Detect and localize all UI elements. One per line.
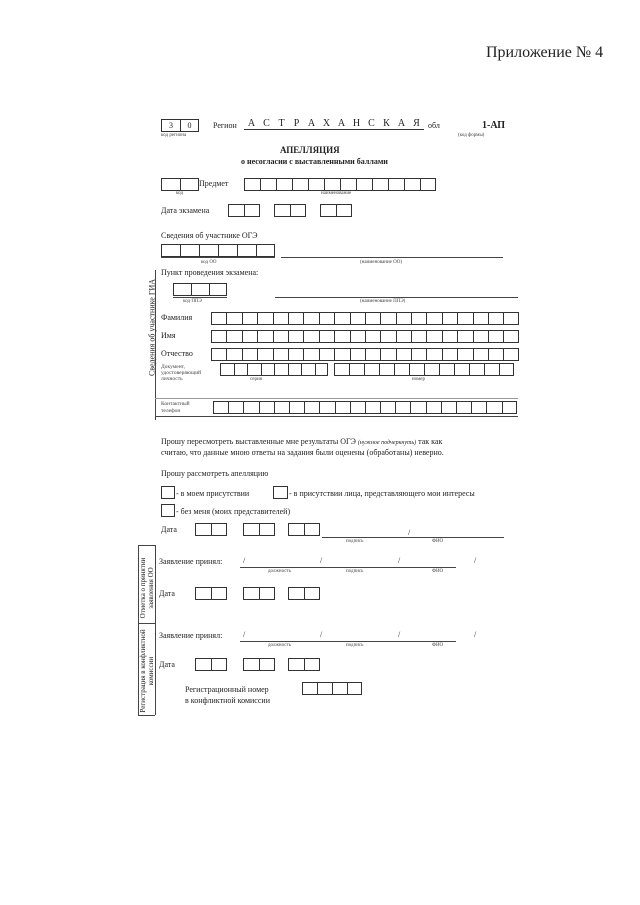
region-code-digit-1[interactable]: 3	[161, 119, 180, 132]
applicant-signature-caption: подпись	[346, 539, 364, 544]
region-code-digit-2[interactable]: 0	[180, 119, 199, 132]
document-number-caption: номер	[412, 377, 425, 382]
name-label: Имя	[161, 331, 176, 340]
applicant-fio-caption: ФИО	[432, 539, 444, 544]
option-without-label: - без меня (моих представителей)	[176, 507, 291, 516]
ppe-name-caption: (наименование ППЭ)	[360, 299, 406, 304]
form-code: 1-АП	[482, 120, 506, 131]
phone-label	[161, 401, 190, 415]
request-text-end: так как	[418, 437, 443, 446]
phone-label-line: телефон	[161, 408, 181, 414]
region-label: Регион	[213, 121, 237, 130]
form-title: АПЕЛЛЯЦИЯ	[280, 145, 340, 155]
commission-section-side-label: Регистрация в конфликтной комиссии	[139, 629, 155, 713]
region-code-cells[interactable]	[161, 119, 199, 132]
reg-number-label	[185, 684, 270, 706]
oo-name-line[interactable]	[281, 257, 503, 258]
surname-cells[interactable]	[211, 312, 519, 325]
request-text: Прошу пересмотреть выставленные мне результаты ОГЭ	[161, 437, 356, 446]
commission-fio-caption: ФИО	[432, 643, 444, 648]
applicant-date-label: Дата	[161, 525, 177, 534]
applicant-date-year[interactable]	[288, 523, 320, 536]
region-name	[244, 118, 424, 130]
reg-number-cells[interactable]	[302, 682, 362, 695]
region-letter: С	[263, 118, 270, 129]
patronymic-label: Отчество	[161, 349, 193, 358]
request-line-2: считаю, что данные мною ответы на задания были оценены (обработаны) неверно.	[161, 448, 444, 457]
oo-signature-caption: подпись	[346, 569, 364, 574]
document-label-line: удостоверяющий	[161, 370, 202, 376]
commission-date-year[interactable]	[288, 658, 320, 671]
oo-code-cells[interactable]	[161, 244, 275, 257]
subject-code-caption: код	[176, 191, 184, 196]
subject-code-cells[interactable]	[161, 178, 199, 191]
region-letter: А	[307, 118, 316, 129]
region-letter: Т	[278, 118, 285, 129]
subject-name-cells[interactable]	[244, 178, 436, 191]
form-subtitle: о несогласии с выставленными баллами	[241, 157, 388, 166]
option-representative-label: - в присутствии лица, представляющего мои интересы	[289, 489, 475, 498]
surname-label: Фамилия	[161, 313, 193, 322]
option-without-checkbox[interactable]	[161, 504, 175, 517]
oo-accepted-line[interactable]	[240, 567, 456, 568]
request-note: (нужное подчеркнуть)	[357, 440, 417, 446]
exam-date-label: Дата экзамена	[161, 206, 210, 215]
gia-side-label: Сведения об участнике ГИА	[147, 278, 157, 377]
applicant-date-day[interactable]	[195, 523, 227, 536]
commission-accepted-line[interactable]	[240, 641, 456, 642]
option-in-presence-checkbox[interactable]	[161, 486, 175, 499]
commission-date-label: Дата	[159, 660, 175, 669]
region-letter: Я	[413, 118, 420, 129]
participant-info-label: Сведения об участнике ОГЭ	[161, 231, 258, 240]
oo-date-day[interactable]	[195, 587, 227, 600]
region-letter: А	[247, 118, 256, 129]
oo-accepted-label: Заявление принял:	[159, 557, 223, 566]
region-letter: Р	[293, 118, 300, 129]
region-code-caption: код региона	[161, 133, 187, 138]
document-series-caption: серия	[250, 377, 262, 382]
region-letter: С	[368, 118, 375, 129]
region-suffix: обл	[428, 121, 440, 130]
applicant-date-month[interactable]	[243, 523, 275, 536]
oo-date-label: Дата	[159, 589, 175, 598]
appendix-label: Приложение № 4	[486, 44, 604, 61]
form-code-caption: (код формы)	[458, 133, 485, 138]
region-letter: Х	[322, 118, 331, 129]
exam-date-year[interactable]	[320, 204, 352, 217]
patronymic-cells[interactable]	[211, 348, 519, 361]
commission-date-month[interactable]	[243, 658, 275, 671]
phone-label-line: Контактный	[161, 401, 190, 407]
oo-code-caption: код ОО	[201, 260, 217, 265]
consider-label: Прошу рассмотреть апелляцию	[161, 469, 269, 478]
phone-cells[interactable]	[213, 401, 517, 414]
document-series-cells[interactable]	[220, 363, 328, 376]
ppe-code-caption: код ППЭ	[183, 299, 202, 304]
document-label-line: Документ,	[161, 364, 186, 370]
commission-date-day[interactable]	[195, 658, 227, 671]
oo-date-year[interactable]	[288, 587, 320, 600]
oo-name-caption: (наименование ОО)	[360, 260, 403, 265]
region-letter: К	[383, 118, 390, 129]
exam-date-day[interactable]	[228, 204, 260, 217]
reg-number-line-2: в конфликтной комиссии	[185, 696, 270, 705]
region-letter: А	[397, 118, 406, 129]
ppe-label: Пункт проведения экзамена:	[161, 268, 259, 277]
ppe-name-line[interactable]	[275, 297, 518, 298]
reg-number-line-1: Регистрационный номер	[185, 685, 269, 694]
oo-position-caption: должность	[268, 569, 291, 574]
subject-label: Предмет	[199, 179, 229, 188]
commission-accepted-label: Заявление принял:	[159, 631, 223, 640]
exam-date-month[interactable]	[274, 204, 306, 217]
request-line-1	[161, 437, 442, 446]
document-number-cells[interactable]	[334, 363, 514, 376]
name-cells[interactable]	[211, 330, 519, 343]
ppe-code-cells[interactable]	[173, 283, 227, 296]
commission-position-caption: должность	[268, 643, 291, 648]
subject-name-caption: наименование	[321, 191, 352, 196]
oo-section-side-label: Отметка о принятии заявления ОО	[139, 557, 155, 619]
option-in-presence-label: - в моем присутствии	[176, 489, 250, 498]
region-letter: А	[337, 118, 346, 129]
commission-signature-caption: подпись	[346, 643, 364, 648]
region-letter: Н	[352, 118, 361, 129]
document-label	[161, 364, 201, 382]
oo-date-month[interactable]	[243, 587, 275, 600]
applicant-sign-line[interactable]	[322, 537, 504, 538]
option-representative-checkbox[interactable]	[273, 486, 288, 499]
document-label-line: личность	[161, 376, 183, 382]
oo-fio-caption: ФИО	[432, 569, 444, 574]
